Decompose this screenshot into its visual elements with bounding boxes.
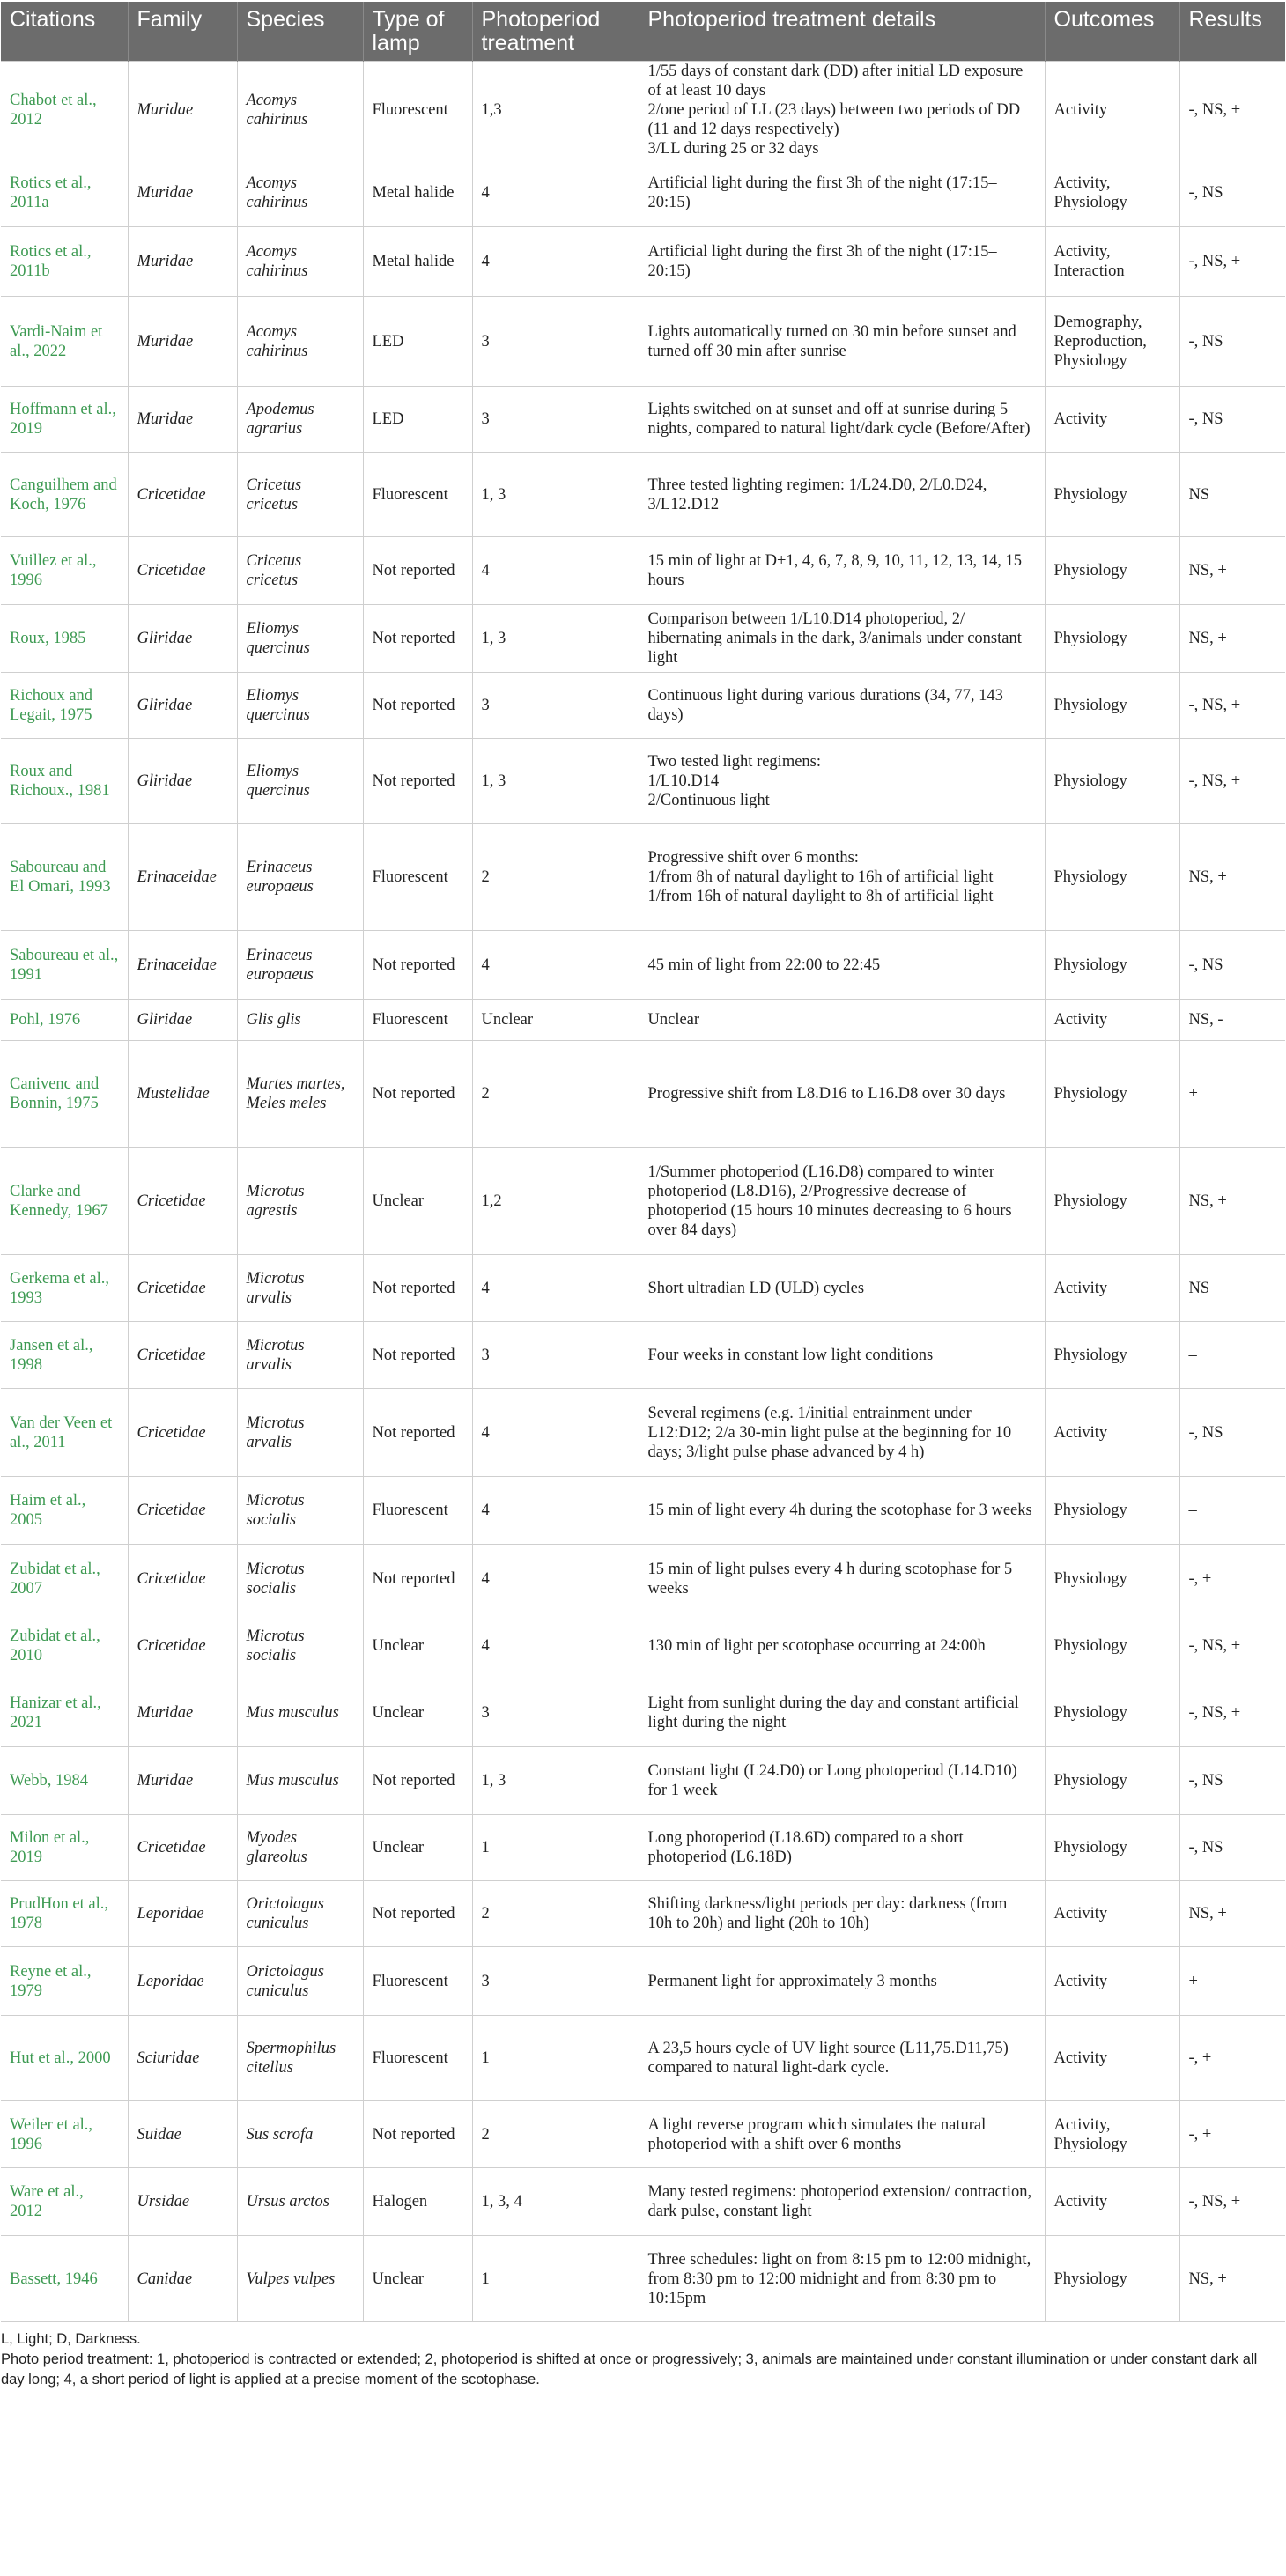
family-cell: Cricetidae xyxy=(128,1545,237,1613)
table-row xyxy=(1,1255,1285,1322)
treatment-cell: 1 xyxy=(472,1815,639,1881)
citation-cell: Haim et al., 2005 xyxy=(1,1477,128,1545)
outcomes-cell: Activity, Physiology xyxy=(1045,2101,1179,2168)
details-cell: Continuous light during various durations (34, 77, 143 days) xyxy=(639,673,1045,739)
lamp-cell: Fluorescent xyxy=(363,824,472,931)
outcomes-cell: Physiology xyxy=(1045,537,1179,605)
table-row xyxy=(1,227,1285,297)
lamp-cell: Fluorescent xyxy=(363,1000,472,1041)
lamp-cell: Fluorescent xyxy=(363,1477,472,1545)
table-row xyxy=(1,931,1285,1000)
results-cell: -, NS xyxy=(1179,387,1285,453)
outcomes-cell: Activity xyxy=(1045,62,1179,159)
citation-cell: Ware et al., 2012 xyxy=(1,2168,128,2236)
citation-cell: Webb, 1984 xyxy=(1,1747,128,1815)
table-row xyxy=(1,1322,1285,1389)
outcomes-cell: Physiology xyxy=(1045,1477,1179,1545)
treatment-cell: 4 xyxy=(472,1477,639,1545)
outcomes-cell: Physiology xyxy=(1045,739,1179,824)
table-row xyxy=(1,62,1285,159)
family-cell: Muridae xyxy=(128,1679,237,1747)
table-row xyxy=(1,537,1285,605)
lamp-cell: Metal halide xyxy=(363,159,472,227)
table-row xyxy=(1,1000,1285,1041)
family-cell: Muridae xyxy=(128,227,237,297)
details-cell: Comparison between 1/L10.D14 photoperiod, 2/ hibernating animals in the dark, 3/animals under constant light xyxy=(639,605,1045,673)
family-cell: Muridae xyxy=(128,159,237,227)
details-cell: Progressive shift over 6 months: 1/from 8h of natural daylight to 16h of artificial light 1/from 16h of natural daylight to 8h of artificial light xyxy=(639,824,1045,931)
details-cell: Permanent light for approximately 3 months xyxy=(639,1947,1045,2016)
family-cell: Erinaceidae xyxy=(128,824,237,931)
treatment-cell: 2 xyxy=(472,1881,639,1947)
species-cell: Microtus arvalis xyxy=(237,1322,363,1389)
family-cell: Cricetidae xyxy=(128,453,237,537)
lamp-cell: Not reported xyxy=(363,1322,472,1389)
table-row xyxy=(1,1747,1285,1815)
lamp-cell: Unclear xyxy=(363,1613,472,1679)
details-cell: Three tested lighting regimen: 1/L24.D0, 2/L0.D24, 3/L12.D12 xyxy=(639,453,1045,537)
outcomes-cell: Activity xyxy=(1045,2168,1179,2236)
treatment-cell: 4 xyxy=(472,537,639,605)
results-cell: NS, + xyxy=(1179,1148,1285,1255)
lamp-cell: Not reported xyxy=(363,673,472,739)
family-cell: Cricetidae xyxy=(128,1322,237,1389)
species-cell: Microtus socialis xyxy=(237,1613,363,1679)
table-row xyxy=(1,1389,1285,1477)
family-cell: Cricetidae xyxy=(128,1148,237,1255)
details-cell: Several regimens (e.g. 1/initial entrainment under L12:D12; 2/a 30-min light pulse at the beginning for 10 days; 3/light pulse phase advanced by 4 h) xyxy=(639,1389,1045,1477)
outcomes-cell: Physiology xyxy=(1045,1679,1179,1747)
citation-cell: Vuillez et al., 1996 xyxy=(1,537,128,605)
outcomes-cell: Physiology xyxy=(1045,824,1179,931)
species-cell: Microtus arvalis xyxy=(237,1389,363,1477)
outcomes-cell: Activity xyxy=(1045,1255,1179,1322)
details-cell: Four weeks in constant low light conditions xyxy=(639,1322,1045,1389)
table-row xyxy=(1,297,1285,387)
column-header: Results xyxy=(1179,2,1285,62)
citation-cell: Zubidat et al., 2010 xyxy=(1,1613,128,1679)
table-row xyxy=(1,2168,1285,2236)
species-cell: Acomys cahirinus xyxy=(237,297,363,387)
species-cell: Microtus socialis xyxy=(237,1477,363,1545)
citation-cell: Milon et al., 2019 xyxy=(1,1815,128,1881)
family-cell: Leporidae xyxy=(128,1947,237,2016)
column-header: Outcomes xyxy=(1045,2,1179,62)
details-cell: Artificial light during the first 3h of the night (17:15–20:15) xyxy=(639,159,1045,227)
results-cell: NS, + xyxy=(1179,605,1285,673)
treatment-cell: 3 xyxy=(472,1322,639,1389)
citation-cell: Zubidat et al., 2007 xyxy=(1,1545,128,1613)
lamp-cell: Not reported xyxy=(363,1041,472,1148)
results-cell: -, NS, + xyxy=(1179,1613,1285,1679)
family-cell: Cricetidae xyxy=(128,1477,237,1545)
species-cell: Microtus arvalis xyxy=(237,1255,363,1322)
outcomes-cell: Physiology xyxy=(1045,605,1179,673)
results-cell: -, + xyxy=(1179,1545,1285,1613)
lamp-cell: Not reported xyxy=(363,1389,472,1477)
family-cell: Cricetidae xyxy=(128,1815,237,1881)
species-cell: Mus musculus xyxy=(237,1679,363,1747)
table-row xyxy=(1,2101,1285,2168)
outcomes-cell: Physiology xyxy=(1045,1747,1179,1815)
results-cell: -, + xyxy=(1179,2101,1285,2168)
footnote-treatment-legend: Photo period treatment: 1, photoperiod is contracted or extended; 2, photoperiod is shifted at once or progressively; 3, animals are maintained under constant illumination or under constant dark all day long; 4, a short period of light is applied at a precise moment of the scotophase. xyxy=(1,2351,1258,2388)
lamp-cell: Not reported xyxy=(363,537,472,605)
citation-cell: Canivenc and Bonnin, 1975 xyxy=(1,1041,128,1148)
lamp-cell: Not reported xyxy=(363,1255,472,1322)
table-row xyxy=(1,453,1285,537)
species-cell: Ursus arctos xyxy=(237,2168,363,2236)
citation-cell: Rotics et al., 2011b xyxy=(1,227,128,297)
family-cell: Erinaceidae xyxy=(128,931,237,1000)
family-cell: Muridae xyxy=(128,387,237,453)
family-cell: Mustelidae xyxy=(128,1041,237,1148)
outcomes-cell: Activity xyxy=(1045,387,1179,453)
details-cell: Unclear xyxy=(639,1000,1045,1041)
citation-cell: Van der Veen et al., 2011 xyxy=(1,1389,128,1477)
treatment-cell: 3 xyxy=(472,1947,639,2016)
outcomes-cell: Activity xyxy=(1045,1000,1179,1041)
results-cell: -, NS, + xyxy=(1179,739,1285,824)
table-row xyxy=(1,1815,1285,1881)
outcomes-cell: Activity, Interaction xyxy=(1045,227,1179,297)
treatment-cell: 2 xyxy=(472,2101,639,2168)
family-cell: Gliridae xyxy=(128,739,237,824)
lamp-cell: Unclear xyxy=(363,1815,472,1881)
family-cell: Leporidae xyxy=(128,1881,237,1947)
treatment-cell: 3 xyxy=(472,387,639,453)
table-row xyxy=(1,1477,1285,1545)
outcomes-cell: Physiology xyxy=(1045,1322,1179,1389)
treatment-cell: 3 xyxy=(472,673,639,739)
citation-cell: Clarke and Kennedy, 1967 xyxy=(1,1148,128,1255)
treatment-cell: 4 xyxy=(472,159,639,227)
species-cell: Apodemus agrarius xyxy=(237,387,363,453)
details-cell: 15 min of light pulses every 4 h during scotophase for 5 weeks xyxy=(639,1545,1045,1613)
treatment-cell: 4 xyxy=(472,227,639,297)
citation-cell: Hanizar et al., 2021 xyxy=(1,1679,128,1747)
citation-cell: Pohl, 1976 xyxy=(1,1000,128,1041)
column-header: Photoperiod treatment details xyxy=(639,2,1045,62)
details-cell: Short ultradian LD (ULD) cycles xyxy=(639,1255,1045,1322)
details-cell: Lights automatically turned on 30 min before sunset and turned off 30 min after sunrise xyxy=(639,297,1045,387)
species-cell: Vulpes vulpes xyxy=(237,2236,363,2322)
outcomes-cell: Physiology xyxy=(1045,1613,1179,1679)
family-cell: Ursidae xyxy=(128,2168,237,2236)
lamp-cell: Fluorescent xyxy=(363,62,472,159)
results-cell: NS, + xyxy=(1179,2236,1285,2322)
details-cell: Constant light (L24.D0) or Long photoperiod (L14.D10) for 1 week xyxy=(639,1747,1045,1815)
family-cell: Gliridae xyxy=(128,1000,237,1041)
treatment-cell: Unclear xyxy=(472,1000,639,1041)
family-cell: Cricetidae xyxy=(128,537,237,605)
details-cell: Long photoperiod (L18.6D) compared to a short photoperiod (L6.18D) xyxy=(639,1815,1045,1881)
results-cell: -, NS xyxy=(1179,1815,1285,1881)
results-cell: + xyxy=(1179,1041,1285,1148)
citation-cell: Vardi-Naim et al., 2022 xyxy=(1,297,128,387)
outcomes-cell: Physiology xyxy=(1045,1041,1179,1148)
results-cell: -, NS, + xyxy=(1179,62,1285,159)
family-cell: Muridae xyxy=(128,1747,237,1815)
lamp-cell: Metal halide xyxy=(363,227,472,297)
treatment-cell: 1, 3 xyxy=(472,453,639,537)
results-cell: -, + xyxy=(1179,2016,1285,2101)
details-cell: 130 min of light per scotophase occurring at 24:00h xyxy=(639,1613,1045,1679)
details-cell: Many tested regimens: photoperiod extension/ contraction, dark pulse, constant light xyxy=(639,2168,1045,2236)
column-header: Species xyxy=(237,2,363,62)
outcomes-cell: Physiology xyxy=(1045,453,1179,537)
lamp-cell: Fluorescent xyxy=(363,453,472,537)
details-cell: Light from sunlight during the day and constant artificial light during the night xyxy=(639,1679,1045,1747)
results-cell: NS, + xyxy=(1179,824,1285,931)
results-cell: -, NS xyxy=(1179,297,1285,387)
treatment-cell: 4 xyxy=(472,1255,639,1322)
treatment-cell: 3 xyxy=(472,297,639,387)
details-cell: 15 min of light every 4h during the scotophase for 3 weeks xyxy=(639,1477,1045,1545)
outcomes-cell: Physiology xyxy=(1045,1815,1179,1881)
outcomes-cell: Physiology xyxy=(1045,931,1179,1000)
family-cell: Sciuridae xyxy=(128,2016,237,2101)
lamp-cell: LED xyxy=(363,297,472,387)
lamp-cell: Not reported xyxy=(363,2101,472,2168)
outcomes-cell: Demography, Reproduction, Physiology xyxy=(1045,297,1179,387)
treatment-cell: 2 xyxy=(472,1041,639,1148)
table-row xyxy=(1,1041,1285,1148)
results-cell: -, NS, + xyxy=(1179,1679,1285,1747)
column-header: Type of lamp xyxy=(363,2,472,62)
results-cell: – xyxy=(1179,1322,1285,1389)
species-cell: Cricetus cricetus xyxy=(237,453,363,537)
treatment-cell: 1,3 xyxy=(472,62,639,159)
outcomes-cell: Activity xyxy=(1045,2016,1179,2101)
results-cell: -, NS xyxy=(1179,159,1285,227)
outcomes-cell: Activity xyxy=(1045,1947,1179,2016)
treatment-cell: 1,2 xyxy=(472,1148,639,1255)
citation-cell: Richoux and Legait, 1975 xyxy=(1,673,128,739)
treatment-cell: 1, 3, 4 xyxy=(472,2168,639,2236)
table-row xyxy=(1,739,1285,824)
treatment-cell: 1, 3 xyxy=(472,605,639,673)
family-cell: Suidae xyxy=(128,2101,237,2168)
lamp-cell: Unclear xyxy=(363,1679,472,1747)
column-header: Citations xyxy=(1,2,128,62)
species-cell: Acomys cahirinus xyxy=(237,227,363,297)
lamp-cell: Unclear xyxy=(363,2236,472,2322)
citation-cell: Rotics et al., 2011a xyxy=(1,159,128,227)
table-row xyxy=(1,159,1285,227)
species-cell: Erinaceus europaeus xyxy=(237,824,363,931)
treatment-cell: 4 xyxy=(472,931,639,1000)
species-cell: Orictolagus cuniculus xyxy=(237,1947,363,2016)
table-header xyxy=(1,2,1285,62)
species-cell: Mus musculus xyxy=(237,1747,363,1815)
details-cell: 45 min of light from 22:00 to 22:45 xyxy=(639,931,1045,1000)
citation-cell: Chabot et al., 2012 xyxy=(1,62,128,159)
species-cell: Martes martes, Meles meles xyxy=(237,1041,363,1148)
results-cell: – xyxy=(1179,1477,1285,1545)
results-cell: -, NS, + xyxy=(1179,227,1285,297)
results-cell: NS, - xyxy=(1179,1000,1285,1041)
details-cell: 1/Summer photoperiod (L16.D8) compared to winter photoperiod (L8.D16), 2/Progressive decrease of photoperiod (15 hours 10 minutes decreasing to 6 hours over 84 days) xyxy=(639,1148,1045,1255)
header-row xyxy=(1,2,1285,62)
results-cell: NS, + xyxy=(1179,537,1285,605)
table-row xyxy=(1,1545,1285,1613)
species-cell: Microtus agrestis xyxy=(237,1148,363,1255)
table-row xyxy=(1,824,1285,931)
outcomes-cell: Physiology xyxy=(1045,1148,1179,1255)
table-row xyxy=(1,1148,1285,1255)
species-cell: Glis glis xyxy=(237,1000,363,1041)
treatment-cell: 1, 3 xyxy=(472,739,639,824)
species-cell: Eliomys quercinus xyxy=(237,605,363,673)
results-cell: NS xyxy=(1179,1255,1285,1322)
table-row xyxy=(1,1947,1285,2016)
table-body xyxy=(1,62,1285,2322)
outcomes-cell: Physiology xyxy=(1045,1545,1179,1613)
results-cell: -, NS xyxy=(1179,931,1285,1000)
treatment-cell: 1, 3 xyxy=(472,1747,639,1815)
column-header: Photoperiod treatment xyxy=(472,2,639,62)
details-cell: Two tested light regimens: 1/L10.D14 2/Continuous light xyxy=(639,739,1045,824)
details-cell: A 23,5 hours cycle of UV light source (L11,75.D11,75) compared to natural light-dark cycle. xyxy=(639,2016,1045,2101)
citation-cell: PrudHon et al., 1978 xyxy=(1,1881,128,1947)
details-cell: Progressive shift from L8.D16 to L16.D8 over 30 days xyxy=(639,1041,1045,1148)
details-cell: Artificial light during the first 3h of the night (17:15–20:15) xyxy=(639,227,1045,297)
lamp-cell: Not reported xyxy=(363,605,472,673)
family-cell: Cricetidae xyxy=(128,1255,237,1322)
table-row xyxy=(1,1881,1285,1947)
family-cell: Canidae xyxy=(128,2236,237,2322)
lamp-cell: Not reported xyxy=(363,1747,472,1815)
lamp-cell: Halogen xyxy=(363,2168,472,2236)
citation-cell: Hoffmann et al., 2019 xyxy=(1,387,128,453)
photoperiod-studies-table xyxy=(1,2,1285,2322)
outcomes-cell: Physiology xyxy=(1045,2236,1179,2322)
outcomes-cell: Activity xyxy=(1045,1389,1179,1477)
details-cell: 1/55 days of constant dark (DD) after initial LD exposure of at least 10 days 2/one period of LL (23 days) between two periods of DD (11 and 12 days respectively) 3/LL during 25 or 32 days xyxy=(639,62,1045,159)
citation-cell: Saboureau and El Omari, 1993 xyxy=(1,824,128,931)
species-cell: Myodes glareolus xyxy=(237,1815,363,1881)
treatment-cell: 4 xyxy=(472,1389,639,1477)
details-cell: A light reverse program which simulates the natural photoperiod with a shift over 6 months xyxy=(639,2101,1045,2168)
treatment-cell: 4 xyxy=(472,1545,639,1613)
lamp-cell: Fluorescent xyxy=(363,2016,472,2101)
citation-cell: Canguilhem and Koch, 1976 xyxy=(1,453,128,537)
lamp-cell: Not reported xyxy=(363,1881,472,1947)
citation-cell: Reyne et al., 1979 xyxy=(1,1947,128,2016)
results-cell: + xyxy=(1179,1947,1285,2016)
footnote-abbreviations: L, Light; D, Darkness. xyxy=(1,2331,141,2347)
results-cell: -, NS xyxy=(1179,1389,1285,1477)
citation-cell: Jansen et al., 1998 xyxy=(1,1322,128,1389)
species-cell: Erinaceus europaeus xyxy=(237,931,363,1000)
outcomes-cell: Activity xyxy=(1045,1881,1179,1947)
table-row xyxy=(1,2016,1285,2101)
species-cell: Cricetus cricetus xyxy=(237,537,363,605)
treatment-cell: 4 xyxy=(472,1613,639,1679)
results-cell: -, NS, + xyxy=(1179,673,1285,739)
family-cell: Muridae xyxy=(128,297,237,387)
results-cell: -, NS, + xyxy=(1179,2168,1285,2236)
lamp-cell: Unclear xyxy=(363,1148,472,1255)
family-cell: Gliridae xyxy=(128,605,237,673)
citation-cell: Roux, 1985 xyxy=(1,605,128,673)
family-cell: Gliridae xyxy=(128,673,237,739)
outcomes-cell: Physiology xyxy=(1045,673,1179,739)
species-cell: Eliomys quercinus xyxy=(237,673,363,739)
family-cell: Cricetidae xyxy=(128,1613,237,1679)
details-cell: Lights switched on at sunset and off at sunrise during 5 nights, compared to natural light/dark cycle (Before/After) xyxy=(639,387,1045,453)
lamp-cell: Not reported xyxy=(363,739,472,824)
table-footnotes xyxy=(0,2322,1283,2390)
species-cell: Acomys cahirinus xyxy=(237,62,363,159)
treatment-cell: 1 xyxy=(472,2016,639,2101)
table-row xyxy=(1,387,1285,453)
outcomes-cell: Activity, Physiology xyxy=(1045,159,1179,227)
details-cell: Shifting darkness/light periods per day: darkness (from 10h to 20h) and light (20h to 10h) xyxy=(639,1881,1045,1947)
details-cell: Three schedules: light on from 8:15 pm to 12:00 midnight, from 8:30 pm to 12:00 midnight and from 8:30 pm to 10:15pm xyxy=(639,2236,1045,2322)
table-row xyxy=(1,2236,1285,2322)
citation-cell: Weiler et al., 1996 xyxy=(1,2101,128,2168)
citation-cell: Roux and Richoux., 1981 xyxy=(1,739,128,824)
family-cell: Cricetidae xyxy=(128,1389,237,1477)
results-cell: -, NS xyxy=(1179,1747,1285,1815)
results-cell: NS, + xyxy=(1179,1881,1285,1947)
treatment-cell: 1 xyxy=(472,2236,639,2322)
details-cell: 15 min of light at D+1, 4, 6, 7, 8, 9, 10, 11, 12, 13, 14, 15 hours xyxy=(639,537,1045,605)
lamp-cell: Not reported xyxy=(363,931,472,1000)
lamp-cell: LED xyxy=(363,387,472,453)
table-row xyxy=(1,673,1285,739)
citation-cell: Saboureau et al., 1991 xyxy=(1,931,128,1000)
species-cell: Orictolagus cuniculus xyxy=(237,1881,363,1947)
table-row xyxy=(1,1613,1285,1679)
table-row xyxy=(1,1679,1285,1747)
citation-cell: Hut et al., 2000 xyxy=(1,2016,128,2101)
species-cell: Eliomys quercinus xyxy=(237,739,363,824)
treatment-cell: 3 xyxy=(472,1679,639,1747)
column-header: Family xyxy=(128,2,237,62)
species-cell: Sus scrofa xyxy=(237,2101,363,2168)
treatment-cell: 2 xyxy=(472,824,639,931)
table-row xyxy=(1,605,1285,673)
species-cell: Microtus socialis xyxy=(237,1545,363,1613)
family-cell: Muridae xyxy=(128,62,237,159)
results-cell: NS xyxy=(1179,453,1285,537)
lamp-cell: Fluorescent xyxy=(363,1947,472,2016)
species-cell: Spermophilus citellus xyxy=(237,2016,363,2101)
citation-cell: Bassett, 1946 xyxy=(1,2236,128,2322)
citation-cell: Gerkema et al., 1993 xyxy=(1,1255,128,1322)
species-cell: Acomys cahirinus xyxy=(237,159,363,227)
lamp-cell: Not reported xyxy=(363,1545,472,1613)
